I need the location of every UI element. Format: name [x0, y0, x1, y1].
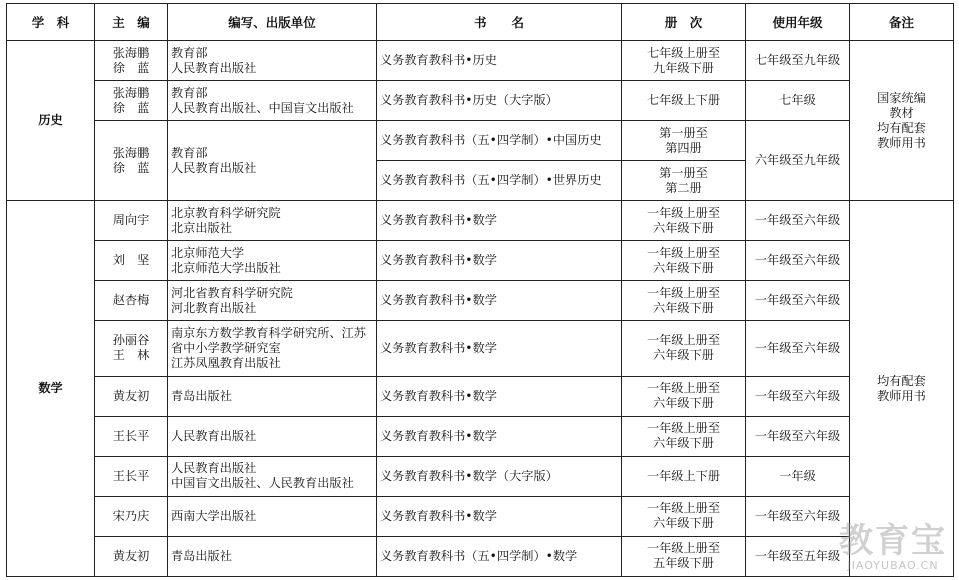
- publisher-cell: 南京东方数学教育科学研究所、江苏省中小学教学研究室 江苏凤凰教育出版社: [168, 321, 377, 376]
- grade-cell: 六年级至九年级: [746, 121, 850, 201]
- volume-cell: 一年级上册至 六年级下册: [622, 416, 746, 456]
- table-row: [7, 321, 954, 376]
- volume-cell: 第一册至 第二册: [622, 161, 746, 201]
- watermark-url: JIAOYUBAO.CN: [847, 559, 939, 572]
- book-title-cell: 义务教育教科书•数学: [377, 201, 622, 241]
- volume-cell: 一年级上册至 六年级下册: [622, 376, 746, 416]
- volume-cell: 一年级上册至 六年级下册: [622, 281, 746, 321]
- grade-cell: 一年级至六年级: [746, 496, 850, 536]
- header-subject: 学 科: [7, 4, 95, 41]
- book-title-cell: 义务教育教科书•历史: [377, 41, 622, 81]
- editor-cell: 黄友初: [95, 536, 168, 576]
- editor-cell: 孙丽谷 王 林: [95, 321, 168, 376]
- grade-cell: 一年级至六年级: [746, 416, 850, 456]
- table-row: [7, 376, 954, 416]
- publisher-cell: 青岛出版社: [168, 376, 377, 416]
- notes-history: 国家统编 教材 均有配套 教师用书: [850, 41, 954, 201]
- publisher-cell: 西南大学出版社: [168, 496, 377, 536]
- grade-cell: 一年级: [746, 456, 850, 496]
- book-title-cell: 义务教育教科书•数学: [377, 321, 622, 376]
- grade-cell: 七年级至九年级: [746, 41, 850, 81]
- book-title-cell: 义务教育教科书（五•四学制）•数学: [377, 536, 622, 576]
- table-row: [7, 241, 954, 281]
- publisher-cell: 河北省教育科学研究院 河北教育出版社: [168, 281, 377, 321]
- book-title-cell: 义务教育教科书•数学（大字版）: [377, 456, 622, 496]
- book-title-cell: 义务教育教科书（五•四学制）•中国历史: [377, 121, 622, 161]
- publisher-cell: 教育部 人民教育出版社: [168, 41, 377, 81]
- editor-cell: 张海鹏 徐 蓝: [95, 81, 168, 121]
- header-publisher: 编写、出版单位: [168, 4, 377, 41]
- book-title-cell: 义务教育教科书•历史（大字版）: [377, 81, 622, 121]
- editor-cell: 张海鹏 徐 蓝: [95, 41, 168, 81]
- grade-cell: 一年级至六年级: [746, 201, 850, 241]
- publisher-cell: 人民教育出版社: [168, 416, 377, 456]
- volume-cell: 一年级上下册: [622, 456, 746, 496]
- editor-cell: 王长平: [95, 416, 168, 456]
- table-row: [7, 201, 954, 241]
- table-row: [7, 41, 954, 81]
- header-editor: 主 编: [95, 4, 168, 41]
- editor-cell: 王长平: [95, 456, 168, 496]
- header-row: [7, 4, 954, 41]
- table-row: [7, 536, 954, 576]
- subject-math: 数学: [7, 201, 95, 577]
- subject-history: 历史: [7, 41, 95, 201]
- publisher-cell: 教育部 人民教育出版社: [168, 121, 377, 201]
- volume-cell: 一年级上册至 五年级下册: [622, 536, 746, 576]
- table-row: [7, 456, 954, 496]
- publisher-cell: 青岛出版社: [168, 536, 377, 576]
- grade-cell: 一年级至六年级: [746, 241, 850, 281]
- publisher-cell: 北京师范大学 北京师范大学出版社: [168, 241, 377, 281]
- book-title-cell: 义务教育教科书•数学: [377, 376, 622, 416]
- header-book-title: 书 名: [377, 4, 622, 41]
- volume-cell: 第一册至 第四册: [622, 121, 746, 161]
- grade-cell: 七年级: [746, 81, 850, 121]
- table-row: [7, 81, 954, 121]
- table-row: [7, 121, 954, 161]
- publisher-cell: 北京教育科学研究院 北京出版社: [168, 201, 377, 241]
- header-volume: 册 次: [622, 4, 746, 41]
- grade-cell: 一年级至六年级: [746, 281, 850, 321]
- notes-math: 均有配套 教师用书: [850, 201, 954, 577]
- volume-cell: 七年级上册至 九年级下册: [622, 41, 746, 81]
- table-row: [7, 496, 954, 536]
- editor-cell: 赵杏梅: [95, 281, 168, 321]
- editor-cell: 黄友初: [95, 376, 168, 416]
- table-row: [7, 416, 954, 456]
- volume-cell: 七年级上下册: [622, 81, 746, 121]
- editor-cell: 宋乃庆: [95, 496, 168, 536]
- volume-cell: 一年级上册至 六年级下册: [622, 496, 746, 536]
- grade-cell: 一年级至六年级: [746, 376, 850, 416]
- header-grade: 使用年级: [746, 4, 850, 41]
- book-title-cell: 义务教育教科书•数学: [377, 241, 622, 281]
- book-title-cell: 义务教育教科书•数学: [377, 496, 622, 536]
- editor-cell: 刘 坚: [95, 241, 168, 281]
- book-title-cell: 义务教育教科书•数学: [377, 416, 622, 456]
- grade-cell: 一年级至五年级: [746, 536, 850, 576]
- watermark-logo-text: 教育宝: [839, 521, 947, 561]
- volume-cell: 一年级上册至 六年级下册: [622, 241, 746, 281]
- header-notes: 备注: [850, 4, 954, 41]
- grade-cell: 一年级至六年级: [746, 321, 850, 376]
- editor-cell: 张海鹏 徐 蓝: [95, 121, 168, 201]
- book-title-cell: 义务教育教科书（五•四学制）•世界历史: [377, 161, 622, 201]
- table-row: [7, 281, 954, 321]
- publisher-cell: 教育部 人民教育出版社、中国盲文出版社: [168, 81, 377, 121]
- publisher-cell: 人民教育出版社 中国盲文出版社、人民教育出版社: [168, 456, 377, 496]
- volume-cell: 一年级上册至 六年级下册: [622, 321, 746, 376]
- volume-cell: 一年级上册至 六年级下册: [622, 201, 746, 241]
- editor-cell: 周向宇: [95, 201, 168, 241]
- textbook-table: [6, 3, 954, 577]
- book-title-cell: 义务教育教科书•数学: [377, 281, 622, 321]
